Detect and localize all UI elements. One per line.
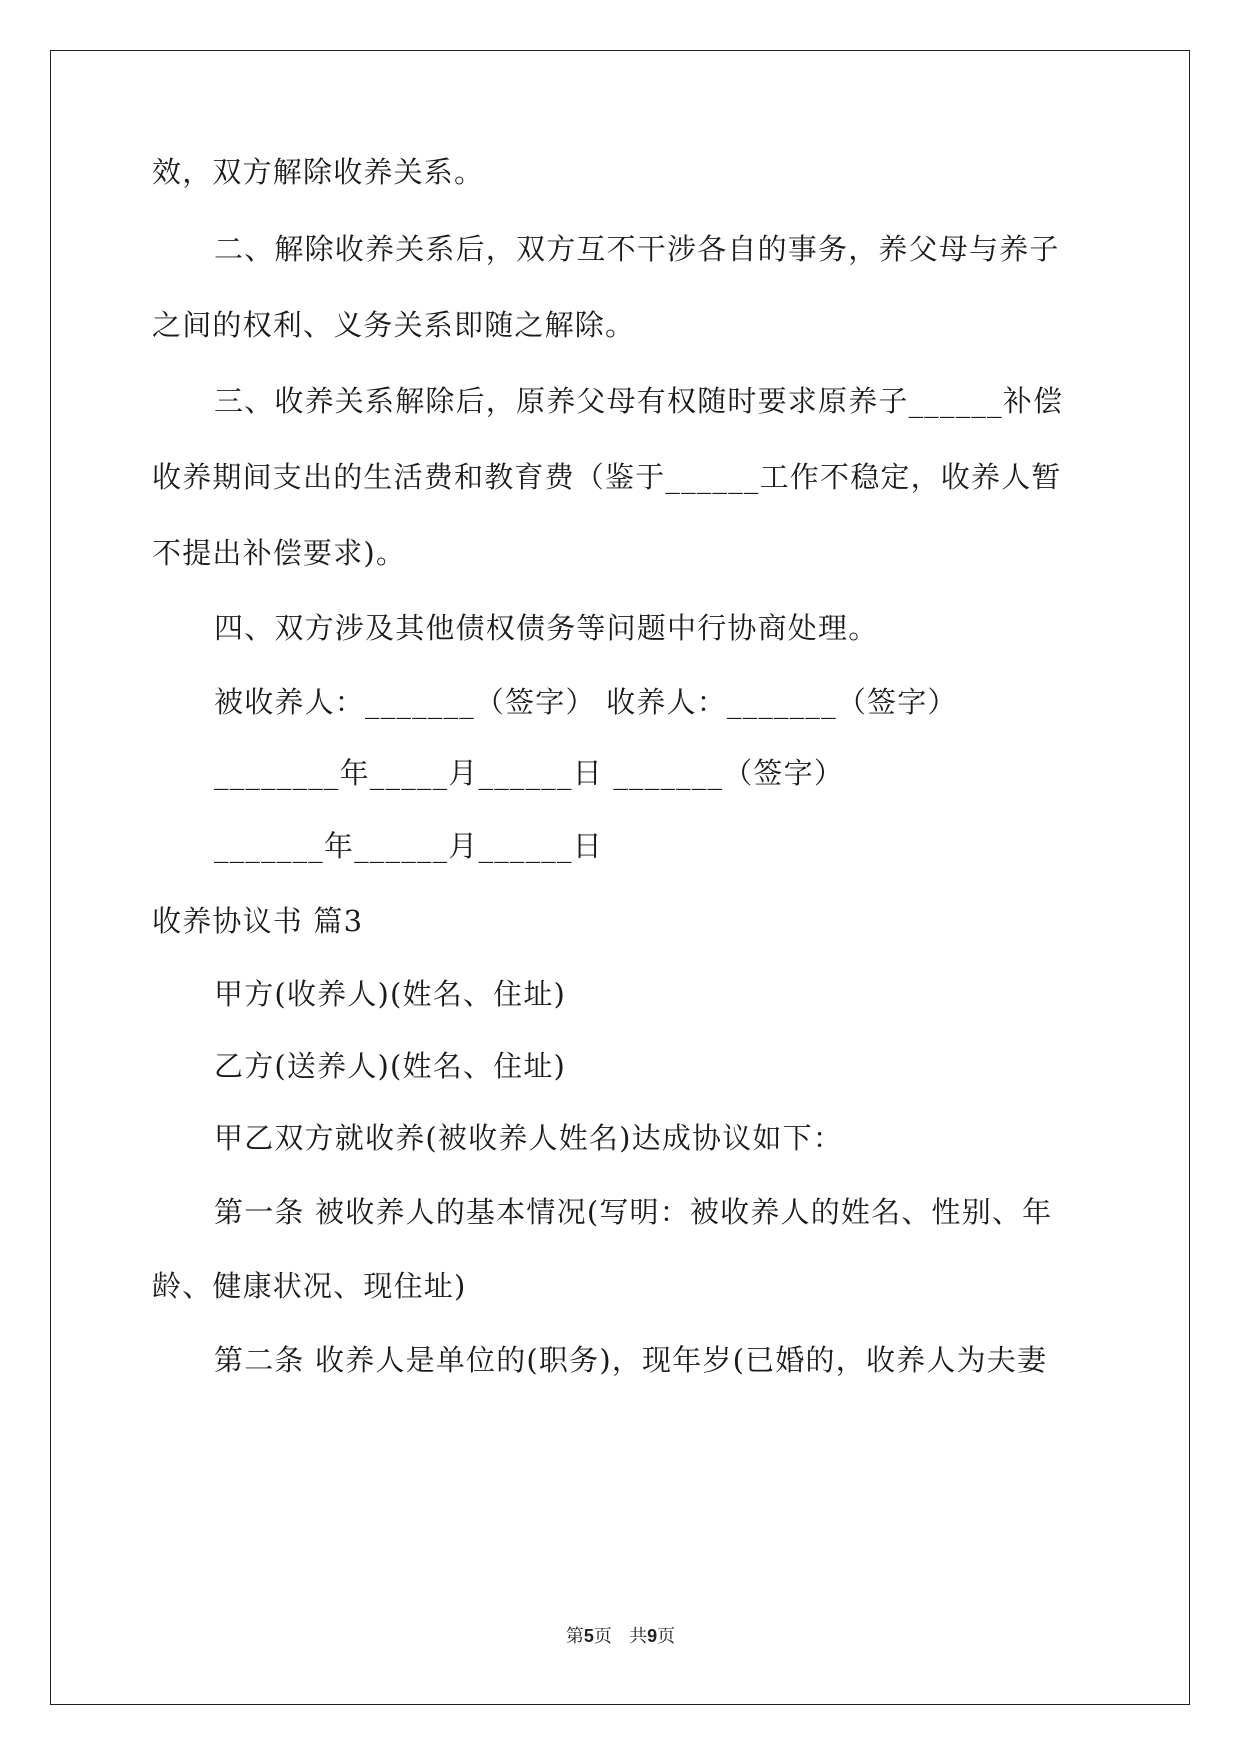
paragraph-line: 三、收养关系解除后，原养父母有权随时要求原养子______补偿 xyxy=(214,384,1064,418)
footer-suffix: 页 xyxy=(657,1626,676,1647)
footer-prefix: 第 xyxy=(565,1626,584,1647)
article-line: 第一条 被收养人的基本情况(写明：被收养人的姓名、性别、年 xyxy=(214,1195,1053,1229)
article-line: 龄、健康状况、现住址) xyxy=(152,1269,467,1303)
paragraph-line: 四、双方涉及其他债权债务等问题中行协商处理。 xyxy=(214,611,879,645)
paragraph-line: 不提出补偿要求)。 xyxy=(152,536,407,570)
section-heading: 收养协议书 篇3 xyxy=(152,904,364,938)
page-frame xyxy=(50,50,1190,1705)
party-a-line: 甲方(收养人)(姓名、住址) xyxy=(214,977,567,1011)
total-page-count: 9 xyxy=(647,1626,658,1646)
paragraph-line: 之间的权利、义务关系即随之解除。 xyxy=(152,308,636,342)
paragraph-line: 效，双方解除收养关系。 xyxy=(152,155,485,189)
current-page-number: 5 xyxy=(583,1626,594,1646)
party-b-line: 乙方(送养人)(姓名、住址) xyxy=(214,1049,567,1083)
signature-line: 被收养人：_______（签字） 收养人：_______（签字） xyxy=(214,685,958,719)
footer-mid: 页 共 xyxy=(593,1626,648,1647)
article-line: 第二条 收养人是单位的(职务)，现年岁(已婚的，收养人为夫妻 xyxy=(214,1343,1048,1377)
agreement-intro: 甲乙双方就收养(被收养人姓名)达成协议如下： xyxy=(214,1121,844,1155)
page-footer xyxy=(0,1622,1241,1648)
paragraph-line: 收养期间支出的生活费和教育费（鉴于______工作不稳定，收养人暂 xyxy=(152,460,1062,494)
date-signature-line: ________年_____月______日 _______（签字） xyxy=(214,756,845,790)
date-line: _______年______月______日 xyxy=(214,829,603,863)
paragraph-line: 二、解除收养关系后，双方互不干涉各自的事务，养父母与养子 xyxy=(214,232,1060,266)
